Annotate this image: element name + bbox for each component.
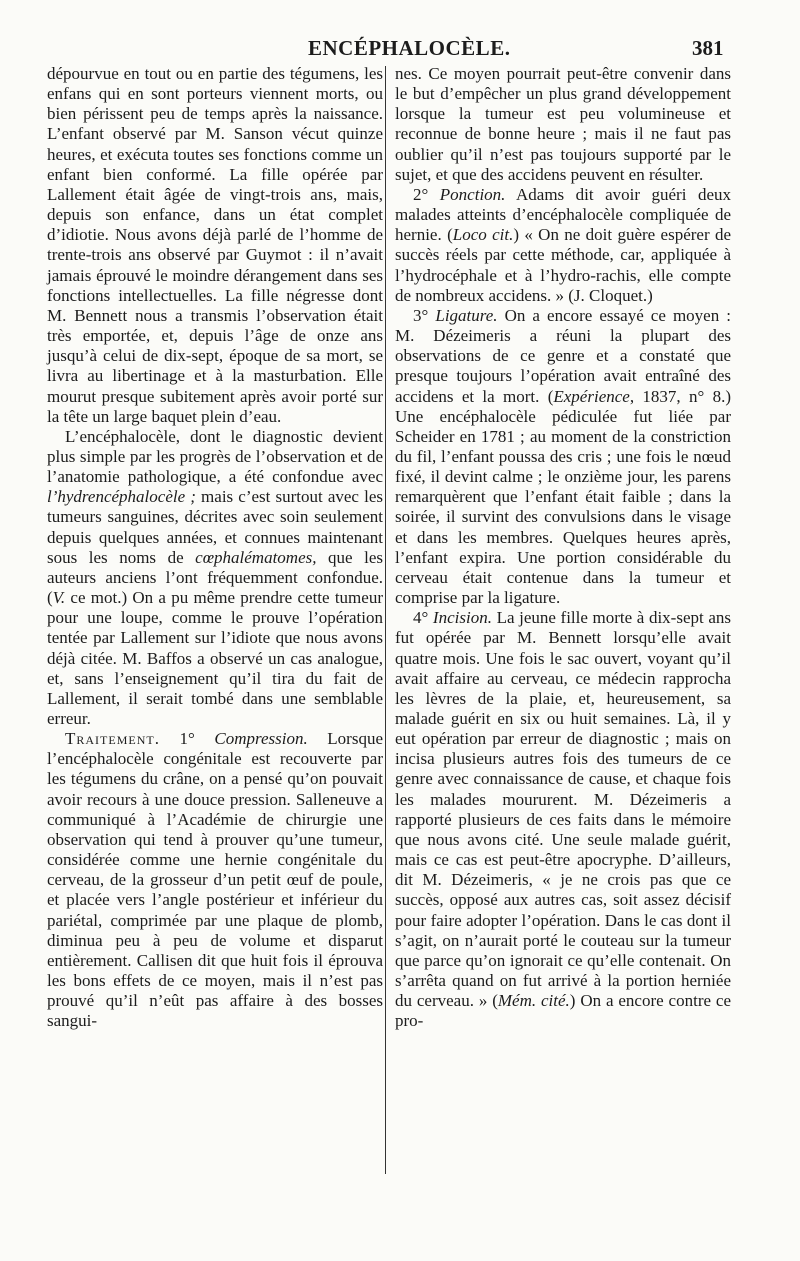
text-run: Lorsque l’encéphalocèle congénitale est recouverte par les tégumens du crâne, on a pensé qu’on pouvait avoir recours à une douce pression. Salleneuve a communiqué à l’Académie de chirurgie une observation qui tend à prouver qu’une tumeur, considérée comme une hernie congénitale du cerveau, de la grosseur d’un petit œuf de poule, et placée vers l’angle postérieur et inférieur du pariétal, comprimée par une plaque de plomb, diminua peu à peu de volume et disparut entièrement. Callisen dit que huit fois il éprouva les bons effets de ce moyen, mais il n’est pas prouvé qu’il n’eût pas affaire à des bosses sangui- — [47, 729, 383, 1031]
text-run: 4° — [413, 608, 433, 628]
text-run: que les auteurs anciens l’ont fréquemment confondue. ( — [47, 547, 384, 608]
italic-term: Ponction. — [439, 184, 506, 204]
paragraph-continuation — [395, 64, 731, 185]
paragraph-text: nes. Ce moyen pourrait peut-être convenir dans le but d’empêcher un plus grand développement lorsque la tumeur est peu volumineuse et reconnue de bonne heure ; mais il ne faut pas oublier qu’il n’est pas toujours supporté par le sujet, et que des accidens peuvent en résulter. — [395, 64, 731, 184]
text-run: ce mot.) On a pu même prendre cette tumeur pour une loupe, comme le prouve l’opération tentée par Lallement sur l’idiote que nous avons déjà citée. M. Baffos a observé un cas analogue, et, sans l’enseignement qu’il tira du fait de Lallement, il serait tombé dans une semblable erreur. — [47, 588, 383, 728]
page-number: 381 — [692, 36, 724, 60]
text-run: La jeune fille morte à dix-sept ans fut opérée par M. Bennett lorsqu’elle avait quatre mois. Une fois le sac ouvert, voyant qu’il avait affaire au cerveau, ce médecin rapprocha les lèvres de la plaie, et, heureusement, sa malade guérit en six ou huit semaines. Là, il y eut opération par erreur de diagnostic ; mais on incisa plusieurs autres fois des tumeurs de ce genre avec connaissance de cause, et chaque fois les malades moururent. M. Dézeimeris a rapporté plusieurs de ces faits dans le mémoire que nous avons cité. Une seule malade guérit, mais ce cas est peut-être apocryphe. D’ailleurs, dit M. Dézeimeris, « je ne crois pas que ce succès, opposé aux autres cas, soit assez décisif pour faire adopter l’opération. Dans le cas dont il s’agit, on n’aurait porté le couteau sur la tumeur que parce qu’on ignorait ce qu’elle contenait. On s’arrêta quand on fut arrivé à la portion herniée du cerveau. » ( — [395, 608, 731, 1011]
paragraph-incision — [395, 608, 731, 1031]
text-run: , 1837, n° 8.) Une encéphalocèle pédiculée fut liée par Scheider en 1781 ; au moment de la constriction du fil, l’enfant poussa des cris ; une fois le nœud fixé, il devint calme ; le onzième jour, les parens remarquèrent que l’enfant était faible ; dans la soirée, il survint des convulsions dans le visage et dans les membres. Quelques heures après, l’enfant expira. Une portion considérable du cerveau était contenue dans la tumeur et comprise par la ligature. — [395, 386, 732, 608]
paragraph-treatment — [47, 729, 383, 1031]
paragraph-ligature — [395, 306, 731, 608]
italic-term: Expérience — [553, 386, 630, 406]
text-run: L’encéphalocèle, dont le diagnostic devient plus simple par les progrès de l’observation et de l’anatomie pathologique, a été confondue avec — [47, 426, 383, 487]
paragraph-text: dépourvue en tout ou en partie des tégumens, les enfans qui en sont porteurs viennent morts, ou bien périssent peu de temps après la naissance. L’enfant observé par M. Sanson vécut quinze heures, et exécuta toutes ses fonctions comme un enfant bien conformé. La fille opérée par Lallement était âgée de vingt-trois ans, mais, depuis son enfance, dans un état complet d’idiotie. Nous avons déjà parlé de l’homme de trente-trois ans observé par Guymot : il n’avait jamais éprouvé le moindre dérangement dans ses fonctions intellectuelles. La fille négresse dont M. Bennett nous a transmis l’observation était très emportée, et, depuis l’âge de onze ans jusqu’à celui de dix-sept, époque de sa mort, se livra au libertinage et à la masturbation. Elle mourut presque subitement après avoir porté sur la tête un large baquet plein d’eau. — [47, 64, 383, 426]
right-column — [395, 64, 731, 1032]
page-header — [0, 36, 800, 66]
text-run: On a encore essayé ce moyen : M. Dézeimeris a réuni la plupart des observations de ce genre et a constaté que presque toujours l’opération avait entraîné des accidens et la mort. ( — [395, 305, 731, 406]
text-run: Adams dit avoir guéri deux malades atteints d’encéphalocèle compliquée de hernie. ( — [395, 184, 731, 245]
italic-term: cœphalématomes, — [195, 547, 317, 567]
italic-term: Mém. cité. — [497, 991, 570, 1011]
text-run: ) On a encore contre ce pro- — [395, 991, 731, 1031]
text-run: mais c’est surtout avec les tumeurs sanguines, décrites avec soin seulement depuis quelques années, et connues maintenant sous les noms de — [47, 487, 383, 567]
italic-term: Ligature. — [435, 305, 498, 325]
left-column — [47, 64, 383, 1032]
italic-term: Compression. — [214, 729, 308, 749]
running-title: ENCÉPHALOCÈLE. — [308, 36, 511, 60]
italic-term: Incision. — [432, 608, 492, 628]
italic-term: V. — [52, 588, 66, 608]
text-run: 1° — [159, 729, 215, 749]
paragraph-diagnosis — [47, 427, 383, 729]
text-run: 2° — [413, 184, 440, 204]
text-run: 3° — [413, 305, 436, 325]
column-divider — [385, 66, 386, 1174]
text-run: ) « On ne doit guère espérer de succès réels par cette méthode, car, appliquée à l’hydrocéphale et à l’hydro-rachis, elle compte de nombreux accidens. » (J. Cloquet.) — [395, 225, 731, 305]
italic-term: Loco cit. — [452, 225, 514, 245]
paragraph-ponction — [395, 185, 731, 306]
section-heading: Traitement. — [65, 729, 160, 749]
italic-term: l’hydrencéphalocèle ; — [47, 487, 196, 507]
paragraph-outcomes — [47, 64, 383, 427]
